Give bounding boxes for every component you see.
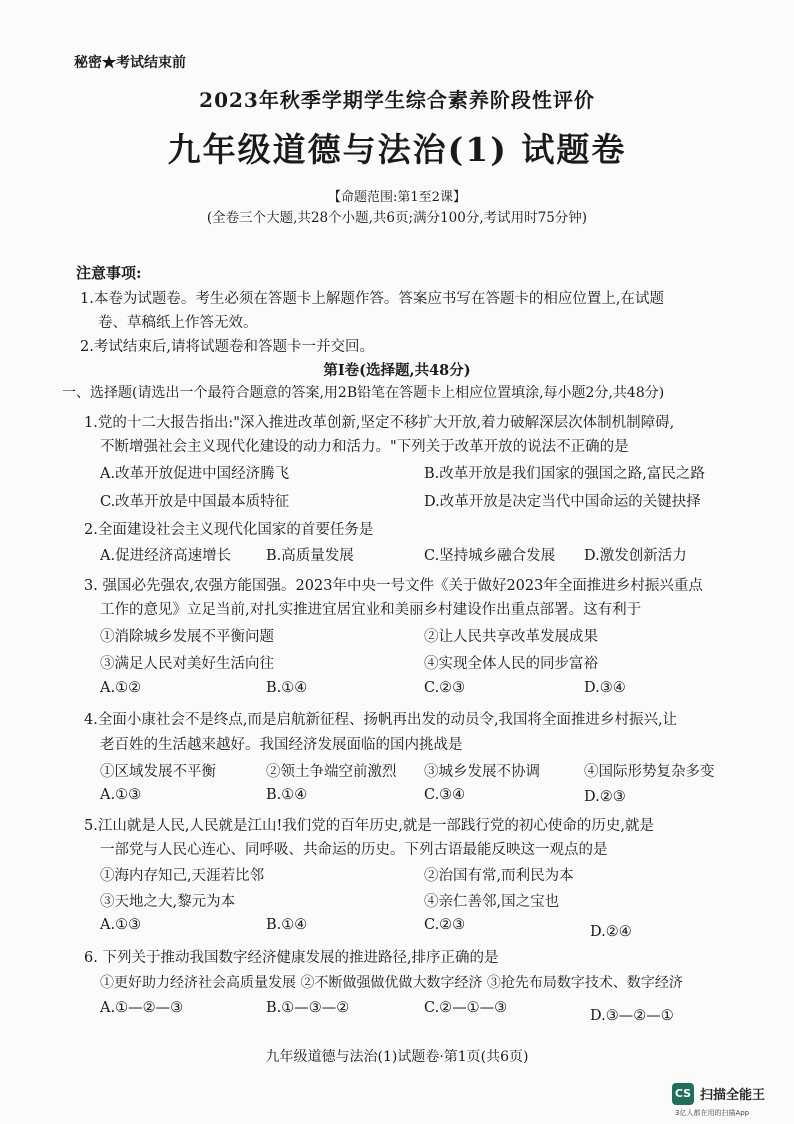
q4-statement-2: ②领土争端空前激烈 (266, 764, 397, 780)
q1-option-c: C.改革开放是中国最本质特征 (100, 494, 290, 510)
exam-title-line2: 九年级道德与法治(1) 试题卷 (167, 130, 627, 169)
exam-range: 【命题范围:第1至2课】 (328, 190, 466, 205)
notice-item-1-cont: 卷、草稿纸上作答无效。 (98, 315, 258, 331)
q4-statement-1: ①区域发展不平衡 (100, 764, 216, 780)
q4-option-d: D.②③ (584, 789, 626, 805)
q4-stem: 4.全面小康社会不是终点,而是启航新征程、扬帆再出发的动员令,我国将全面推进乡村振兴,让 (84, 712, 678, 728)
q4-option-c: C.③④ (424, 787, 466, 803)
q3-option-a: A.①② (100, 680, 142, 696)
q3-option-b: B.①④ (266, 680, 308, 696)
q3-statement-4: ④实现全体人民的同步富裕 (424, 656, 598, 672)
q5-stem: 5.江山就是人民,人民就是江山!我们党的百年历史,就是一部践行党的初心使命的历史,就是 (84, 818, 654, 834)
q5-statement-3: ③天地之大,黎元为本 (100, 894, 236, 910)
q3-statement-3: ③满足人民对美好生活向往 (100, 656, 274, 672)
q5-stem-cont: 一部党与人民心连心、同呼吸、共命运的历史。下列古语最能反映这一观点的是 (100, 842, 608, 858)
q6-statements: ①更好助力经济社会高质量发展 ②不断做强做优做大数字经济 ③抢先布局数字技术、数字经济 (100, 975, 683, 991)
q6-option-c: C.②—①—③ (424, 1000, 508, 1016)
q3-statement-1: ①消除城乡发展不平衡问题 (100, 629, 274, 645)
q4-statement-4: ④国际形势复杂多变 (584, 764, 715, 780)
notice-item-1: 1.本卷为试题卷。考生必须在答题卡上解题作答。答案应书写在答题卡的相应位置上,在试题 (80, 291, 664, 307)
page-footer: 九年级道德与法治(1)试题卷·第1页(共6页) (265, 1049, 529, 1065)
q5-option-b: B.①④ (266, 917, 308, 933)
q3-option-d: D.③④ (584, 680, 626, 696)
q3-stem-cont: 工作的意见》立足当前,对扎实推进宜居宜业和美丽乡村建设作出重点部署。这有利于 (100, 602, 642, 618)
q6-option-d: D.③—②—① (590, 1008, 674, 1024)
q1-option-a: A.改革开放促进中国经济腾飞 (100, 466, 290, 482)
q2-option-b: B.高质量发展 (266, 548, 354, 564)
q5-statement-2: ②治国有常,而利民为本 (424, 868, 574, 884)
q5-statement-1: ①海内存知己,天涯若比邻 (100, 868, 265, 884)
q1-option-b: B.改革开放是我们国家的强国之路,富民之路 (424, 466, 705, 482)
q6-option-b: B.①—③—② (266, 1000, 350, 1016)
notice-item-2: 2.考试结束后,请将试题卷和答题卡一并交回。 (80, 339, 374, 355)
q5-option-a: A.①③ (100, 917, 142, 933)
camscanner-app-name: 扫描全能王 (700, 1088, 766, 1103)
q3-statement-2: ②让人民共享改革发展成果 (424, 629, 598, 645)
q4-option-a: A.①③ (100, 787, 142, 803)
q5-option-c: C.②③ (424, 917, 466, 933)
q2-option-a: A.促进经济高速增长 (100, 548, 232, 564)
q5-option-d: D.②④ (590, 924, 632, 940)
q4-statement-3: ③城乡发展不协调 (424, 764, 540, 780)
q6-stem: 6. 下列关于推动我国数字经济健康发展的推进路径,排序正确的是 (84, 950, 499, 966)
section-title: 第Ⅰ卷(选择题,共48分) (323, 362, 471, 379)
q4-option-b: B.①④ (266, 787, 308, 803)
camscanner-tagline: 3亿人都在用的扫描App (675, 1109, 750, 1117)
exam-title-line1: 2023年秋季学期学生综合素养阶段性评价 (199, 88, 595, 112)
q1-stem-cont: 不断增强社会主义现代化建设的动力和活力。"下列关于改革开放的说法不正确的是 (100, 439, 629, 455)
q6-option-a: A.①—②—③ (100, 1000, 184, 1016)
q3-stem: 3. 强国必先强农,农强方能国强。2023年中央一号文件《关于做好2023年全面推进乡村振兴重点 (84, 578, 703, 594)
q2-option-c: C.坚持城乡融合发展 (424, 548, 556, 564)
camscanner-logo-icon: CS (672, 1083, 694, 1105)
confidential-label: 秘密★考试结束前 (74, 55, 186, 71)
q1-option-d: D.改革开放是决定当代中国命运的关键抉择 (424, 494, 701, 510)
notice-heading: 注意事项: (76, 264, 142, 282)
q1-stem: 1.党的十二大报告指出:"深入推进改革创新,坚定不移扩大开放,着力破解深层次体制机制障碍, (84, 415, 675, 431)
section-instruction: 一、选择题(请选出一个最符合题意的答案,用2B铅笔在答题卡上相应位置填涂,每小题2分,共48分) (62, 385, 665, 401)
q5-statement-4: ④亲仁善邻,国之宝也 (424, 894, 560, 910)
q2-option-d: D.激发创新活力 (584, 548, 687, 564)
q2-stem: 2.全面建设社会主义现代化国家的首要任务是 (84, 522, 374, 538)
q3-option-c: C.②③ (424, 680, 466, 696)
q4-stem-cont: 老百姓的生活越来越好。我国经济发展面临的国内挑战是 (100, 737, 463, 753)
exam-summary: (全卷三个大题,共28个小题,共6页;满分100分,考试用时75分钟) (206, 210, 588, 226)
